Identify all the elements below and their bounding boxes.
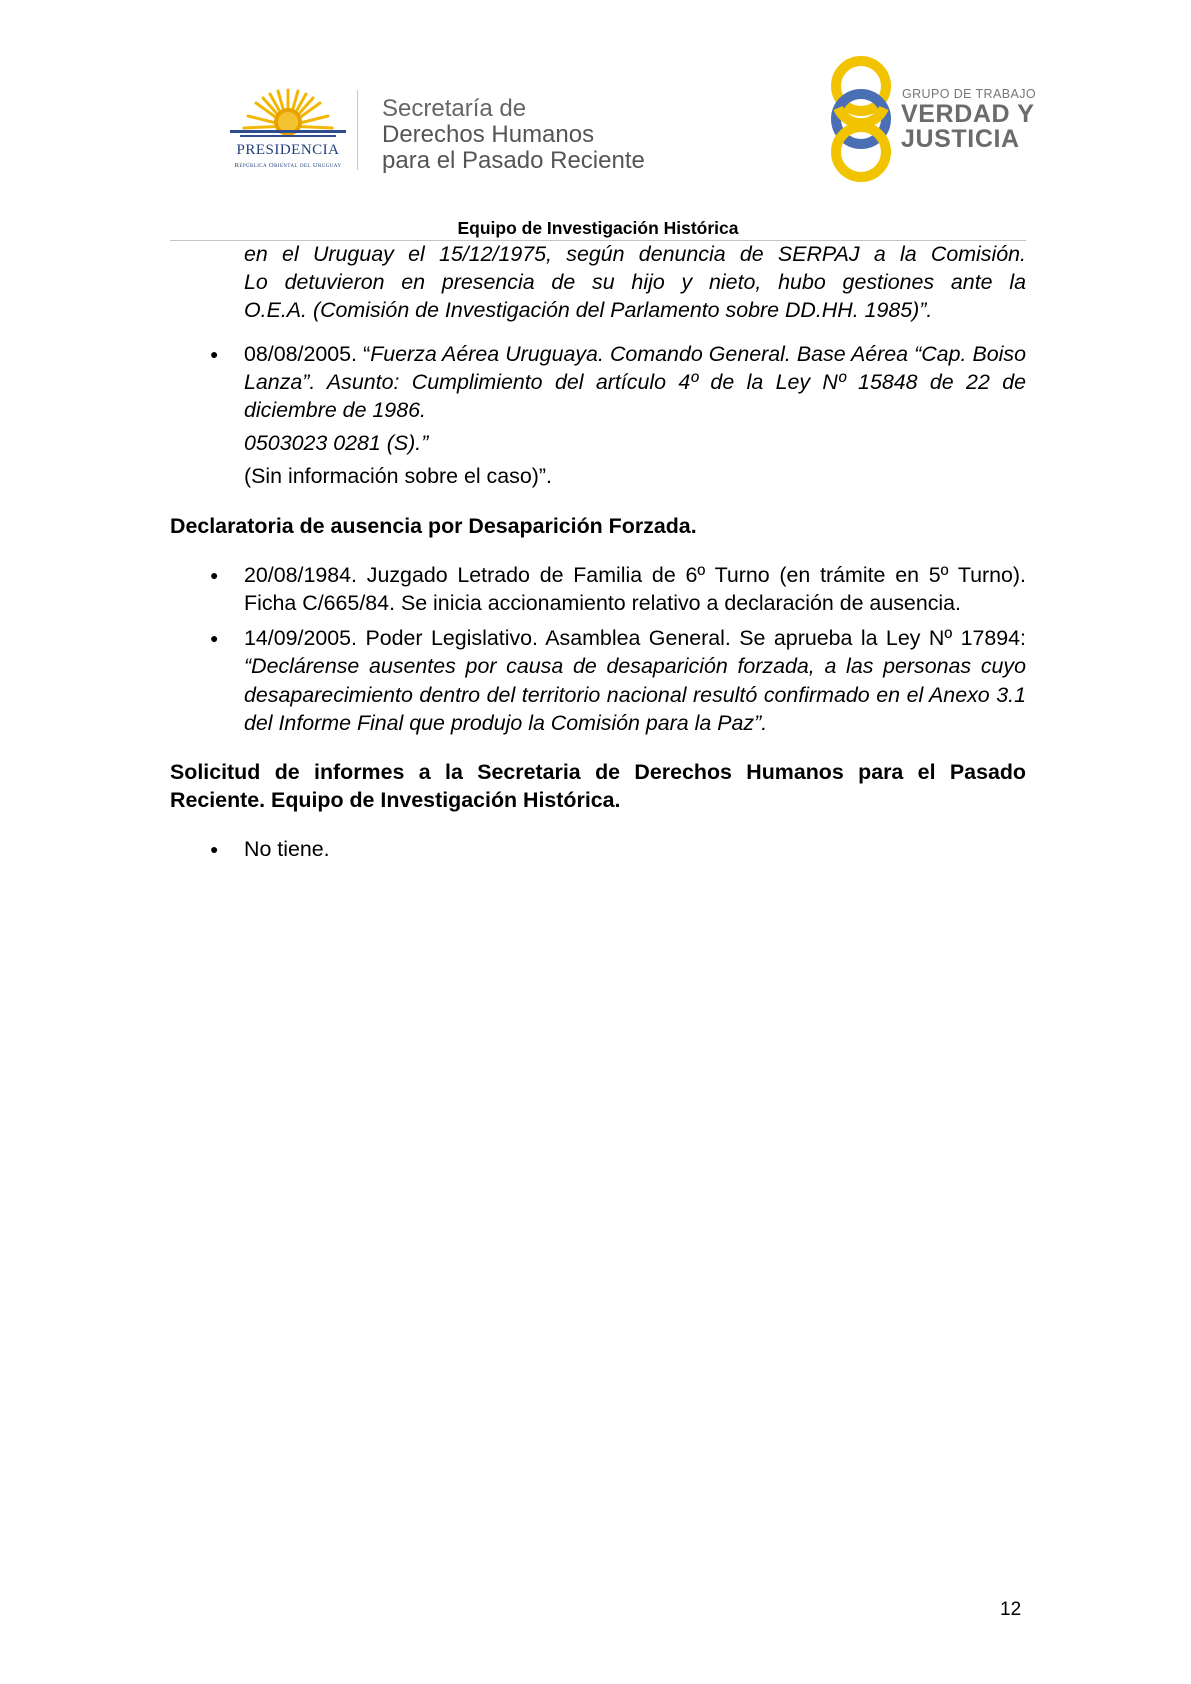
continuation-paragraph — [170, 240, 1026, 325]
list-item — [170, 835, 1026, 863]
item-quote: “Declárense ausentes por causa de desaparición forzada, a las personas cuyo desaparecimiento dentro del territorio nacional resultó confirmado en el Anexo 3.1 del Informe Final que produjo la Comisión para la Paz”. — [244, 654, 1026, 735]
header-divider — [357, 90, 358, 170]
secretaria-line-3: para el Pasado Reciente — [382, 147, 645, 174]
presidencia-name: PRESIDENCIA — [236, 142, 340, 158]
grupo-title-line-2: JUSTICIA — [901, 125, 1020, 153]
team-title: Equipo de Investigación Histórica — [457, 218, 739, 238]
grupo-title-line-1: VERDAD Y — [901, 100, 1035, 128]
list-item-text — [244, 340, 1026, 425]
list-item-text — [244, 624, 1026, 737]
section-heading: Declaratoria de ausencia por Desaparición Forzada. — [170, 513, 697, 538]
item-code: 0503023 0281 (S).” — [244, 431, 429, 456]
bullet-icon: ● — [210, 630, 219, 647]
list-item-text: 20/08/1984. Juzgado Letrado de Familia de 6º Turno (en trámite en 5º Turno). Ficha C/665/84. Se inicia accionamiento relativo a declaración de ausencia. — [244, 562, 1026, 616]
bullet-icon: ● — [210, 345, 219, 362]
item-note: (Sin información sobre el caso)”. — [244, 464, 552, 489]
interlinked-rings-icon — [826, 56, 896, 182]
section-heading: Solicitud de informes a la Secretaria de Derechos Humanos para el Pasado Reciente. Equipo de Investigación Histórica. — [170, 760, 1026, 813]
presidencia-logo — [208, 86, 368, 178]
verdad-justicia-logo — [826, 56, 1036, 182]
continuation-line-3: O.E.A. (Comisión de Investigación del Parlamento sobre DD.HH. 1985)”. — [244, 298, 933, 323]
page-header — [0, 0, 1191, 240]
list-item — [170, 624, 1026, 737]
list-item-text: No tiene. — [244, 837, 330, 862]
page-number: 12 — [1000, 1599, 1022, 1620]
secretaria-line-2: Derechos Humanos — [382, 121, 595, 148]
presidencia-subtitle: República Oriental del Uruguay — [234, 162, 342, 169]
bullet-icon: ● — [210, 841, 219, 858]
secretaria-title — [382, 96, 645, 174]
secretaria-line-1: Secretaría de — [382, 95, 527, 122]
list-item — [170, 340, 1026, 491]
item-date: 08/08/2005. “ — [244, 341, 371, 366]
list-item — [170, 561, 1026, 617]
item-quote: Fuerza Aérea Uruguaya. Comando General. Base Aérea “Cap. Boiso Lanza”. Asunto: Cumplimiento del artículo 4º de la Ley Nº 15848 de 22 de diciembre de 1986. — [244, 341, 1026, 423]
sun-emblem-icon — [226, 86, 350, 146]
continuation-line-2: Lo detuvieron en presencia de su hijo y nieto, hubo gestiones ante la — [244, 270, 1026, 295]
continuation-line-1: en el Uruguay el 15/12/1975, según denuncia de SERPAJ a la Comisión. — [244, 242, 1026, 266]
grupo-small-title: GRUPO DE TRABAJO — [902, 87, 1036, 101]
document-body — [170, 240, 1026, 864]
item-lead: 14/09/2005. Poder Legislativo. Asamblea General. Se aprueba la Ley Nº 17894: — [244, 626, 1026, 651]
bullet-icon: ● — [210, 566, 219, 583]
